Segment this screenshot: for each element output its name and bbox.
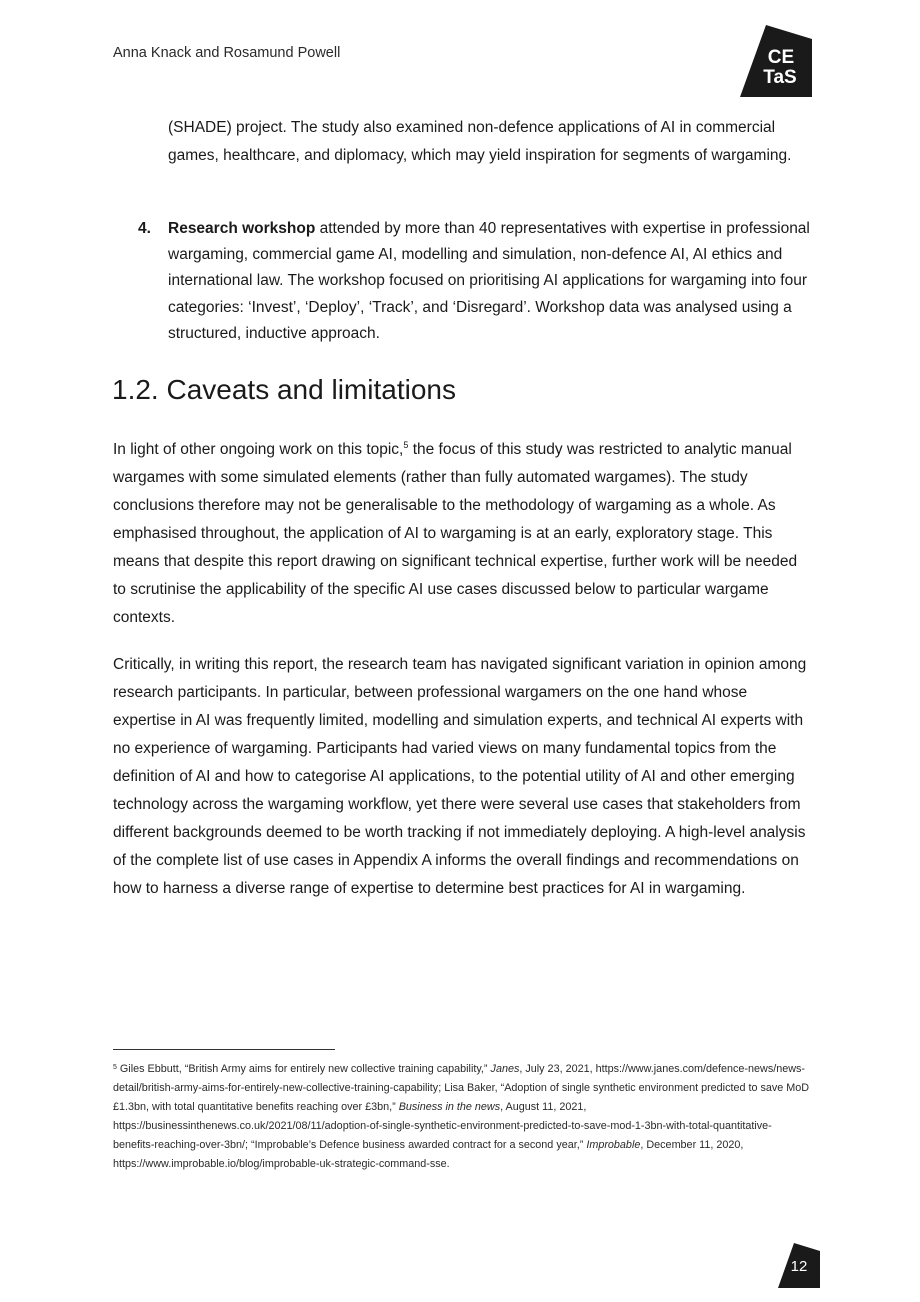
footnote-source-improbable: Improbable xyxy=(586,1139,641,1151)
footnote-divider xyxy=(113,1049,335,1050)
footnote-source-business: Business in the news xyxy=(398,1101,501,1113)
paragraph-caveats-2: Critically, in writing this report, the research team has navigated significant variation in opinion among research participants. In particular, between professional wargamers on the one hand whose expertise in AI was frequently limited, modelling and simulation experts, and technical AI experts with no experience of wargaming. Participants had varied views on many fundamental topics from the definition of AI and how to categorise AI applications, to the potential utility of AI and other emerging technology across the wargaming workflow, yet there were several use cases that stakeholders from different backgrounds deemed to be worth tracking if not immediately deploying. A high-level analysis of the complete list of use cases in Appendix A informs the overall findings and recommendations on how to harness a diverse range of expertise to determine best practices for AI in wargaming. xyxy=(113,656,807,897)
paragraph-1-text-b: the focus of this study was restricted to analytic manual wargames with some simulated elements (rather than fully automated wargames). The study conclusions therefore may not be generalisable to the methodology of wargaming as a whole. As emphasised throughout, the application of AI to wargaming is at an early, exploratory stage. This means that despite this report drawing on significant technical expertise, further work will be needed to scrutinise the applicability of the specific AI use cases discussed below to particular wargame contexts. xyxy=(113,441,798,626)
footnote-part-4: , December 11, 2020, https://www.improbable.io/blog/improbable-uk-strategic-command-sse. xyxy=(113,1139,744,1170)
footnote-part-1: Giles Ebbutt, “British Army aims for entirely new collective training capability,” xyxy=(116,1063,491,1075)
footnote-number: 5 xyxy=(113,1064,117,1071)
cetas-logo xyxy=(740,25,812,97)
logo-line-2: TaS xyxy=(763,67,797,88)
section-heading: 1.2. Caveats and limitations xyxy=(112,374,456,405)
continuation-paragraph: (SHADE) project. The study also examined non-defence applications of AI in commercial games, healthcare, and diplomacy, which may yield inspiration for segments of wargaming. xyxy=(168,119,792,164)
footnote-reference[interactable]: 5 xyxy=(403,440,409,450)
list-item-text xyxy=(168,216,818,347)
footnote-part-2: , July 23, 2021, https://www.janes.com/defence-news/news-detail/british-army-aims-for-entirely-new-collective-training-capability; Lisa Baker, “Adoption of single synthetic environment predicted to save MoD £1.3bn, with total quantitative benefits reaching over £3bn,” xyxy=(113,1063,810,1113)
paragraph-1-text-a: In light of other ongoing work on this topic, xyxy=(113,441,404,458)
list-item-bold-lead: Research workshop xyxy=(168,220,316,237)
footnote xyxy=(113,1060,813,1174)
footnote-part-3: , August 11, 2021, https://businessinthenews.co.uk/2021/08/11/adoption-of-single-synthetic-environment-predicted-to-save-mod-1-3bn-with-total-quantitative-benefits-reaching-over-3bn/; “Improbable’s Defence business awarded contract for a second year,” xyxy=(113,1101,772,1151)
footnote-source-janes: Janes xyxy=(490,1063,520,1075)
list-item-number: 4. xyxy=(138,220,151,237)
paragraph-caveats-1 xyxy=(113,436,813,632)
page-number: 12 xyxy=(790,1258,808,1275)
header-authors: Anna Knack and Rosamund Powell xyxy=(113,45,341,61)
logo-line-1: CE xyxy=(767,47,795,68)
list-item-body: attended by more than 40 representatives with expertise in professional wargaming, commercial game AI, modelling and simulation, non-defence AI, AI ethics and international law. The workshop focused on prioritising AI applications for wargaming into four categories: ‘Invest’, ‘Deploy’, ‘Track’, and ‘Disregard’. Workshop data was analysed using a structured, inductive approach. xyxy=(168,220,810,342)
